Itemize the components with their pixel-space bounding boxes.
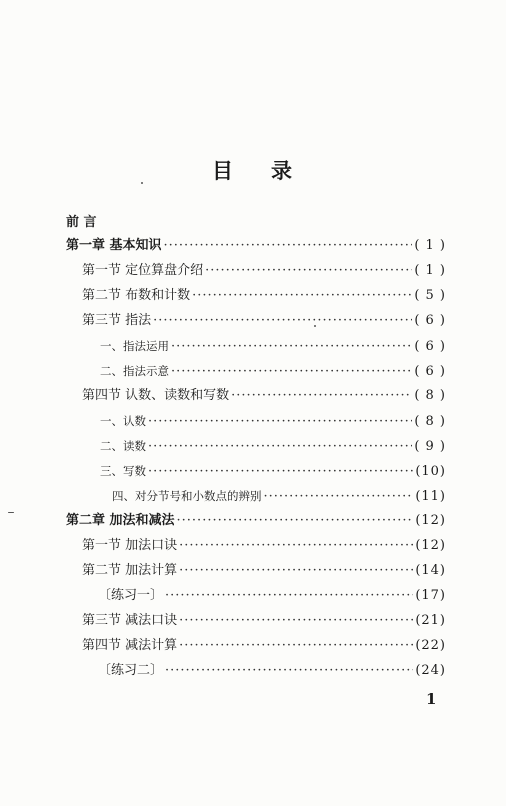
toc-entry[interactable]: 第二节 加法计算 ····· (14) bbox=[82, 561, 446, 581]
scan-speck bbox=[314, 325, 316, 327]
scan-speck bbox=[8, 512, 14, 513]
toc-entry[interactable]: 一、认数 ····· ( 8 ) bbox=[100, 411, 446, 431]
toc-entry[interactable]: 第一节 定位算盘介绍 ····· ( 1 ) bbox=[82, 261, 446, 281]
toc-entry[interactable]: 第三节 指法 ····· ( 6 ) bbox=[82, 311, 446, 331]
toc-entry[interactable]: 〔练习一〕 ····· (17) bbox=[98, 586, 446, 606]
toc-entry[interactable]: 第一节 加法口诀 ····· (12) bbox=[82, 536, 446, 556]
toc-entry[interactable]: 三、写数 ····· (10) bbox=[100, 461, 446, 481]
toc-entry[interactable]: 第一章 基本知识 ····· ( 1 ) bbox=[66, 236, 446, 256]
toc-entry[interactable]: 第四节 减法计算 ····· (22) bbox=[82, 636, 446, 656]
toc-entry[interactable]: 四、对分节号和小数点的辨别 ····· (11) bbox=[112, 486, 446, 506]
toc-entry[interactable]: 二、指法示意 ····· ( 6 ) bbox=[100, 361, 446, 381]
toc-entry[interactable]: 〔练习二〕 ····· (24) bbox=[98, 661, 446, 681]
toc-entry[interactable]: 二、读数 ····· ( 9 ) bbox=[100, 436, 446, 456]
toc-entry[interactable]: 第三节 减法口诀 ····· (21) bbox=[82, 611, 446, 631]
toc-entry[interactable]: 第四节 认数、读数和写数 ····· ( 8 ) bbox=[82, 386, 446, 406]
title-char-2: 录 bbox=[271, 159, 294, 183]
toc-entry[interactable]: 一、指法运用 ····· ( 6 ) bbox=[100, 336, 446, 356]
toc-preface[interactable]: 前 言 bbox=[66, 215, 97, 230]
toc-entry[interactable]: 第二节 布数和计数 ····· ( 5 ) bbox=[82, 286, 446, 306]
toc-entry[interactable]: 第二章 加法和减法 ····· (12) bbox=[66, 511, 446, 531]
page-number: 1 bbox=[426, 690, 437, 708]
scan-speck bbox=[141, 182, 143, 184]
title-char-1: 目 bbox=[212, 159, 235, 183]
